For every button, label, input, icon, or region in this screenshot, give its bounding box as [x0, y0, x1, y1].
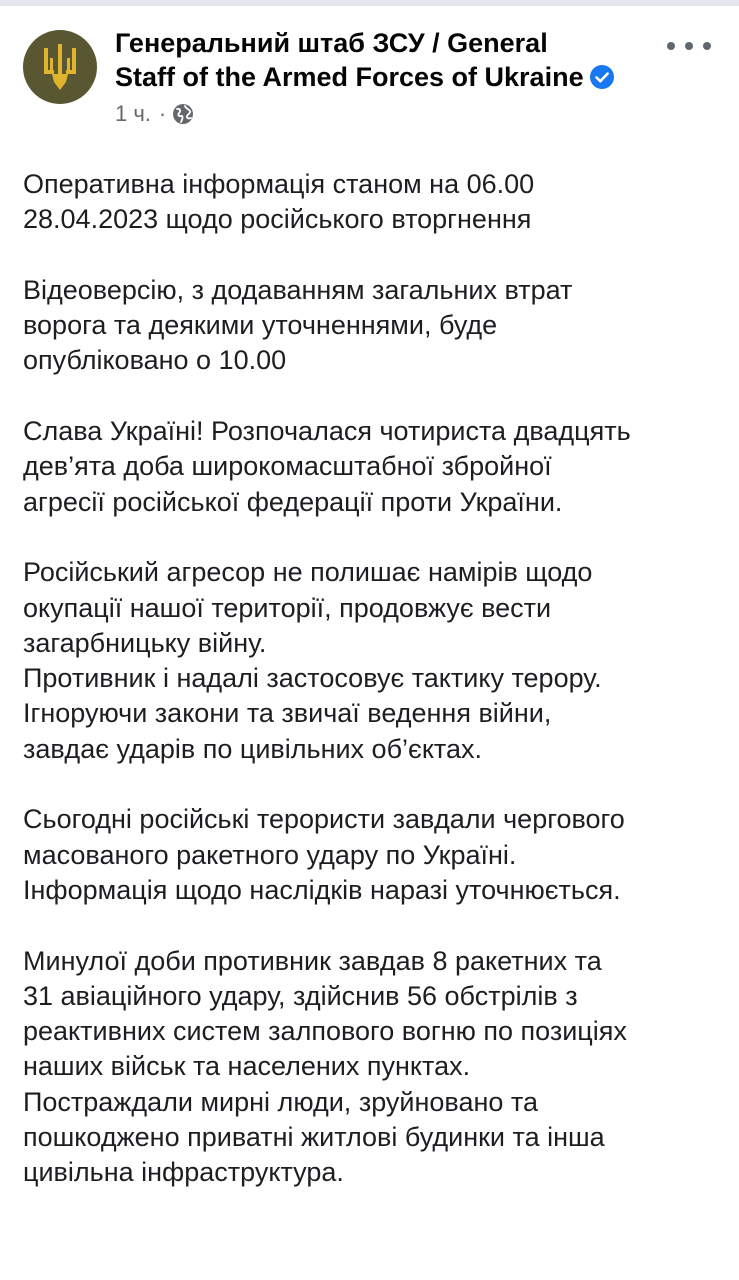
post-text-line: Минулої доби противник завдав 8 ракетних та [23, 945, 602, 976]
post-text-line: Інформація щодо наслідків наразі уточнюється. [23, 874, 621, 905]
post-time[interactable]: 1 ч. [115, 101, 151, 126]
post-text-line: загарбницьку війну. [23, 627, 267, 658]
post-text-line: завдає ударів по цивільних об’єктах. [23, 733, 483, 764]
post-text-line: окупації нашої території, продовжує вести [23, 592, 552, 623]
more-dot [685, 42, 693, 50]
page-name-line-1: Генеральний штаб ЗСУ / General [115, 28, 548, 58]
post-text-line: Оперативна інформація станом на 06.00 [23, 169, 535, 199]
post-text-line: цивільна інфраструктура. [23, 1157, 344, 1188]
post-text-line: Російський агресор не полишає намірів щодо [23, 557, 593, 588]
post-text-line: 31 авіаційного удару, здійснив 56 обстрілів з [23, 980, 578, 1011]
post-paragraph [23, 273, 727, 379]
post-text-line: Сьогодні російські терористи завдали чергового [23, 804, 625, 835]
post-paragraph [23, 167, 727, 238]
post-text-line: 28.04.2023 щодо російського вторгнення [23, 204, 532, 235]
post-text-line: масованого ракетного удару по Україні. [23, 839, 517, 870]
post-header [0, 6, 739, 136]
more-options-icon[interactable] [667, 34, 711, 58]
meta-separator: · [158, 101, 167, 126]
post-paragraph [23, 555, 727, 767]
post-paragraph [23, 944, 727, 1191]
post-text-line: Слава Україні! Розпочалася чотириста двадцять [23, 416, 631, 447]
verified-badge-icon [590, 65, 614, 89]
post-text-line: ворога та деякими уточненнями, буде [23, 310, 498, 341]
post-text-line: дев’ята доба широкомасштабної збройної [23, 451, 552, 482]
post-text-line: Постраждали мирні люди, зруйновано та [23, 1086, 538, 1117]
post-text-line: реактивних систем залпового вогню по позиціях [23, 1016, 627, 1047]
more-dot [703, 42, 711, 50]
post-text-line: Противник і надалі застосовує тактику терору. [23, 663, 602, 694]
more-dot [667, 42, 675, 50]
post-text-line: наших військ та населених пунктах. [23, 1051, 471, 1082]
post-text-line: пошкоджено приватні житлові будинки та інша [23, 1122, 605, 1153]
post-text-line: Ігноруючи закони та звичаї ведення війни, [23, 698, 552, 729]
trident-logo-icon [42, 44, 78, 90]
post-paragraph [23, 414, 727, 520]
facebook-post [0, 6, 739, 1188]
post-text-line: агресії російської федерації проти України. [23, 486, 563, 517]
page-name[interactable] [115, 26, 655, 94]
post-paragraph [23, 802, 727, 908]
page-name-line-2: Staff of the Armed Forces of Ukraine [115, 62, 584, 92]
post-text-line: Відеоверсію, з додаванням загальних втрат [23, 274, 573, 305]
globe-icon[interactable] [172, 103, 194, 125]
post-text-line: опубліковано о 10.00 [23, 345, 287, 376]
post-meta [115, 101, 194, 127]
post-body [23, 167, 727, 1226]
page-avatar[interactable] [23, 30, 97, 104]
